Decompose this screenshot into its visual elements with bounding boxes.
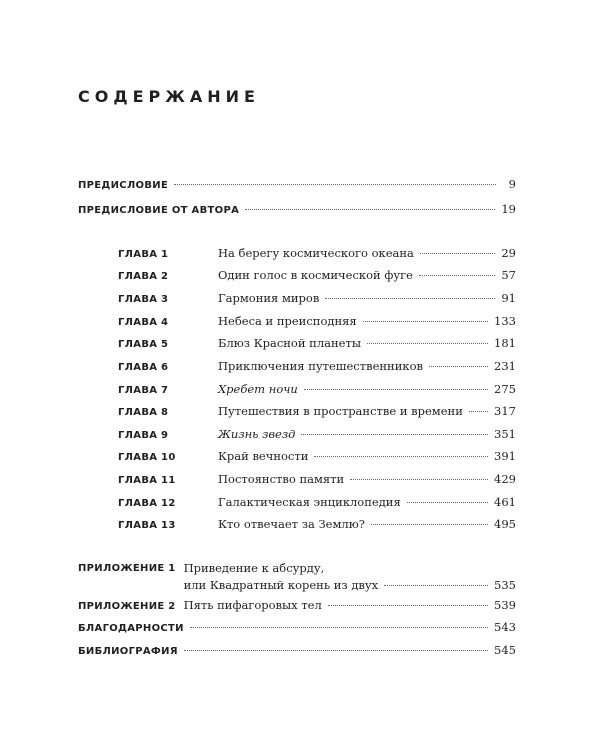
chapter-title: Галактическая энциклопедия <box>218 495 401 509</box>
dot-leader <box>174 184 496 185</box>
dot-leader <box>367 343 488 344</box>
toc-entry-appendix-1[interactable] <box>78 561 516 592</box>
entry-label: ПРЕДИСЛОВИЕ ОТ АВТОРА <box>78 205 240 216</box>
chapter-title: Небеса и преисподняя <box>218 314 357 328</box>
toc-entry-acknowledgements[interactable] <box>78 620 516 636</box>
chapter-title: Хребет ночи <box>218 382 298 396</box>
appendix-title-line-2-row <box>184 578 516 592</box>
chapter-label: ГЛАВА 2 <box>118 271 169 282</box>
dot-leader <box>184 650 488 651</box>
page-number: 317 <box>494 404 516 418</box>
dot-leader <box>384 585 488 586</box>
dot-leader <box>304 389 488 390</box>
toc-entry-bibliography[interactable] <box>78 643 516 659</box>
dot-leader <box>429 366 488 367</box>
page-number: 19 <box>501 202 516 216</box>
dot-leader <box>301 434 488 435</box>
toc-entry-appendix-2[interactable] <box>78 598 516 614</box>
appendix-title-line-2: или Квадратный корень из двух <box>183 578 379 592</box>
toc-entry-chapter-2[interactable] <box>118 268 516 284</box>
chapter-title: Путешествия в пространстве и времени <box>218 404 463 418</box>
chapter-label: ГЛАВА 7 <box>118 385 169 396</box>
dot-leader <box>407 502 488 503</box>
page-number: 351 <box>494 427 516 441</box>
chapter-title: Постоянство памяти <box>218 472 345 486</box>
chapter-label: ГЛАВА 12 <box>118 498 176 509</box>
page-number: 545 <box>494 643 516 657</box>
toc-entry-chapter-9[interactable] <box>118 427 516 443</box>
chapter-title: На берегу космического океана <box>218 246 414 260</box>
toc-entry-chapter-10[interactable] <box>118 449 516 465</box>
toc-entry-chapter-1[interactable] <box>118 246 516 262</box>
toc-entry-chapter-6[interactable] <box>118 359 516 375</box>
chapter-label: ГЛАВА 1 <box>118 249 169 260</box>
page-title: СОДЕРЖАНИЕ <box>78 87 260 106</box>
page-number: 461 <box>494 495 516 509</box>
toc-entry-chapter-13[interactable] <box>118 517 516 533</box>
appendix-label: ПРИЛОЖЕНИЕ 1 <box>78 563 176 574</box>
dot-leader <box>314 456 488 457</box>
chapter-title: Гармония миров <box>218 291 320 305</box>
chapter-title: Край вечности <box>218 449 309 463</box>
page-number: 91 <box>501 291 516 305</box>
appendix-title: Пять пифагоровых тел <box>183 598 322 612</box>
page-number: 539 <box>494 598 516 612</box>
entry-label: БЛАГОДАРНОСТИ <box>78 623 184 634</box>
chapter-label: ГЛАВА 8 <box>118 407 169 418</box>
dot-leader <box>419 275 495 276</box>
dot-leader <box>190 627 488 628</box>
dot-leader <box>325 298 495 299</box>
dot-leader <box>350 479 488 480</box>
chapter-label: ГЛАВА 9 <box>118 430 169 441</box>
page-number: 29 <box>501 246 516 260</box>
page-number: 57 <box>501 268 516 282</box>
chapter-label: ГЛАВА 11 <box>118 475 176 486</box>
toc-entry-chapter-3[interactable] <box>118 291 516 307</box>
dot-leader <box>328 605 488 606</box>
chapter-label: ГЛАВА 3 <box>118 294 169 305</box>
dot-leader <box>469 411 488 412</box>
dot-leader <box>245 209 495 210</box>
entry-label: БИБЛИОГРАФИЯ <box>78 646 178 657</box>
chapter-label: ГЛАВА 4 <box>118 317 169 328</box>
toc-entry-author-preface[interactable] <box>78 202 516 218</box>
toc-entry-chapter-7[interactable] <box>118 382 516 398</box>
chapter-title: Приключения путешественников <box>218 359 423 373</box>
page-number: 535 <box>494 578 516 592</box>
page-number: 9 <box>508 177 516 191</box>
chapter-title: Кто отвечает за Землю? <box>218 517 365 531</box>
toc-entry-preface[interactable] <box>78 177 516 193</box>
appendix-title-block <box>184 561 516 592</box>
toc-entry-chapter-4[interactable] <box>118 314 516 330</box>
chapter-label: ГЛАВА 13 <box>118 520 176 531</box>
chapter-label: ГЛАВА 5 <box>118 339 169 350</box>
page-number: 133 <box>494 314 516 328</box>
dot-leader <box>420 253 495 254</box>
page-number: 429 <box>494 472 516 486</box>
toc-entry-chapter-12[interactable] <box>118 495 516 511</box>
page-number: 181 <box>494 336 516 350</box>
entry-label: ПРЕДИСЛОВИЕ <box>78 180 169 191</box>
dot-leader <box>371 524 488 525</box>
appendix-title-line-1: Приведение к абсурду, <box>183 561 325 575</box>
chapter-label: ГЛАВА 6 <box>118 362 169 373</box>
page-number: 391 <box>494 449 516 463</box>
page-number: 275 <box>494 382 516 396</box>
chapter-label: ГЛАВА 10 <box>118 452 176 463</box>
chapter-title: Один голос в космической фуге <box>218 268 413 282</box>
chapter-title: Блюз Красной планеты <box>218 336 361 350</box>
page-number: 231 <box>494 359 516 373</box>
dot-leader <box>363 321 488 322</box>
appendix-label: ПРИЛОЖЕНИЕ 2 <box>78 601 176 612</box>
toc-entry-chapter-5[interactable] <box>118 336 516 352</box>
page-number: 543 <box>494 620 516 634</box>
toc-entry-chapter-8[interactable] <box>118 404 516 420</box>
toc-entry-chapter-11[interactable] <box>118 472 516 488</box>
page-number: 495 <box>494 517 516 531</box>
chapter-title: Жизнь звезд <box>218 427 296 441</box>
